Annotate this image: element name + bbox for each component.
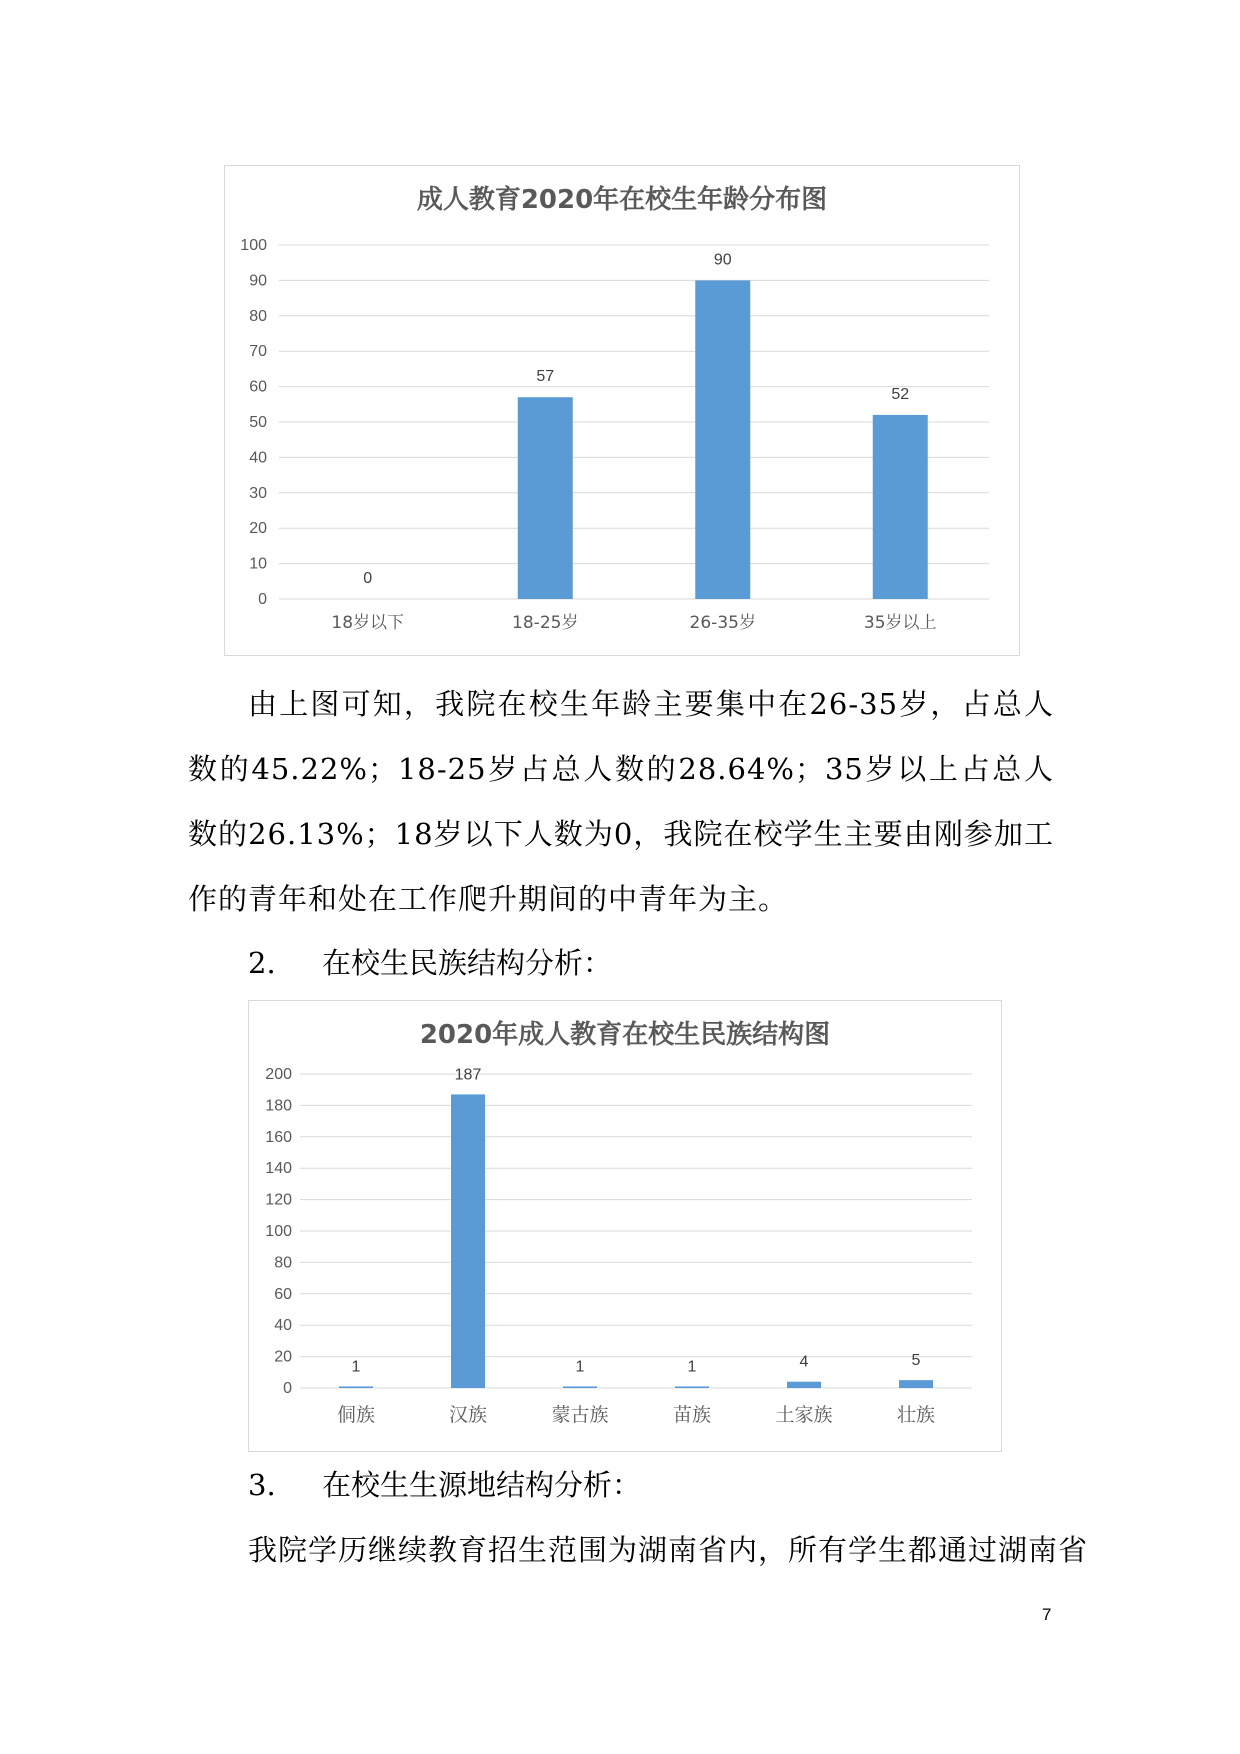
ethnic-y-tick-label: 140 xyxy=(265,1160,292,1178)
origin-analysis-paragraph: 我院学历继续教育招生范围为湖南省内，所有学生都通过湖南省 xyxy=(248,1533,1089,1567)
ethnic-category-label: 蒙古族 xyxy=(551,1404,609,1426)
age-category-label: 18-25岁 xyxy=(512,613,579,633)
ethnic-y-tick-label: 180 xyxy=(265,1097,292,1115)
ethnic-category-label: 汉族 xyxy=(448,1404,488,1426)
ethnic-bar xyxy=(451,1094,485,1388)
ethnic-y-tick-label: 40 xyxy=(274,1317,292,1335)
age-y-tick-label: 80 xyxy=(249,307,267,325)
ethnic-structure-chart xyxy=(248,1000,1002,1452)
section-number-2: 2. xyxy=(248,946,276,980)
ethnic-chart-title: 2020年成人教育在校生民族结构图 xyxy=(419,1020,831,1050)
ethnic-y-tick-label: 60 xyxy=(274,1285,292,1303)
ethnic-y-tick-label: 200 xyxy=(265,1066,292,1083)
age-bar xyxy=(518,397,573,599)
age-analysis-paragraph: 由上图可知，我院在校生年龄主要集中在26-35岁，占总人数的45.22%；18-25岁占总人数的28.64%；35岁以上占总人数的26.13%；18岁以下人数为0，我院在校学生主要由刚参加工作的青年和处在工作爬升期间的中青年为主。 xyxy=(188,687,1054,916)
age-data-label: 57 xyxy=(536,368,555,386)
age-y-tick-label: 70 xyxy=(249,343,267,361)
ethnic-chart-svg xyxy=(249,1001,1001,1451)
age-y-tick-label: 60 xyxy=(249,378,267,396)
age-y-tick-label: 20 xyxy=(249,520,267,538)
ethnic-data-label: 1 xyxy=(687,1358,697,1376)
age-category-label: 35岁以上 xyxy=(863,613,937,633)
ethnic-y-tick-label: 0 xyxy=(283,1380,292,1397)
age-data-label: 90 xyxy=(713,251,732,269)
section-title-2: 在校生民族结构分析： xyxy=(322,946,613,980)
ethnic-data-label: 1 xyxy=(575,1358,585,1376)
ethnic-data-label: 1 xyxy=(351,1358,361,1376)
ethnic-category-label: 壮族 xyxy=(896,1404,936,1426)
ethnic-bar xyxy=(787,1382,821,1388)
ethnic-data-label: 4 xyxy=(799,1353,809,1371)
ethnic-data-label: 187 xyxy=(454,1066,482,1084)
ethnic-bar xyxy=(899,1380,933,1388)
age-distribution-chart xyxy=(224,165,1020,656)
ethnic-y-tick-label: 80 xyxy=(274,1254,292,1272)
age-category-label: 18岁以下 xyxy=(331,613,405,633)
section-heading-2 xyxy=(248,943,612,983)
age-y-tick-label: 10 xyxy=(249,555,267,573)
age-chart-title: 成人教育2020年在校生年龄分布图 xyxy=(416,185,828,215)
age-y-tick-label: 40 xyxy=(249,449,267,467)
age-chart-svg xyxy=(225,166,1019,655)
ethnic-category-label: 土家族 xyxy=(775,1404,833,1426)
ethnic-y-tick-label: 20 xyxy=(274,1348,292,1366)
ethnic-y-tick-label: 160 xyxy=(265,1128,292,1146)
age-data-label: 0 xyxy=(363,570,373,587)
age-category-label: 26-35岁 xyxy=(689,613,756,633)
age-y-tick-label: 100 xyxy=(240,237,267,254)
section-number-3: 3. xyxy=(248,1468,276,1502)
ethnic-y-tick-label: 100 xyxy=(265,1223,292,1240)
ethnic-y-tick-label: 120 xyxy=(265,1191,292,1209)
ethnic-category-label: 苗族 xyxy=(672,1404,712,1426)
section-title-3: 在校生生源地结构分析： xyxy=(322,1468,642,1502)
ethnic-bar xyxy=(339,1386,373,1388)
ethnic-data-label: 5 xyxy=(911,1352,921,1370)
age-data-label: 52 xyxy=(891,385,910,403)
age-y-tick-label: 50 xyxy=(249,414,267,431)
age-y-tick-label: 90 xyxy=(249,272,267,290)
age-bar xyxy=(873,415,928,599)
ethnic-bar xyxy=(563,1386,597,1388)
ethnic-category-label: 侗族 xyxy=(336,1404,376,1426)
age-bar xyxy=(695,280,750,599)
page-number: 7 xyxy=(1042,1605,1052,1624)
section-heading-3 xyxy=(248,1465,641,1505)
age-y-tick-label: 0 xyxy=(258,591,267,608)
age-y-tick-label: 30 xyxy=(249,484,267,502)
ethnic-bar xyxy=(675,1386,709,1388)
